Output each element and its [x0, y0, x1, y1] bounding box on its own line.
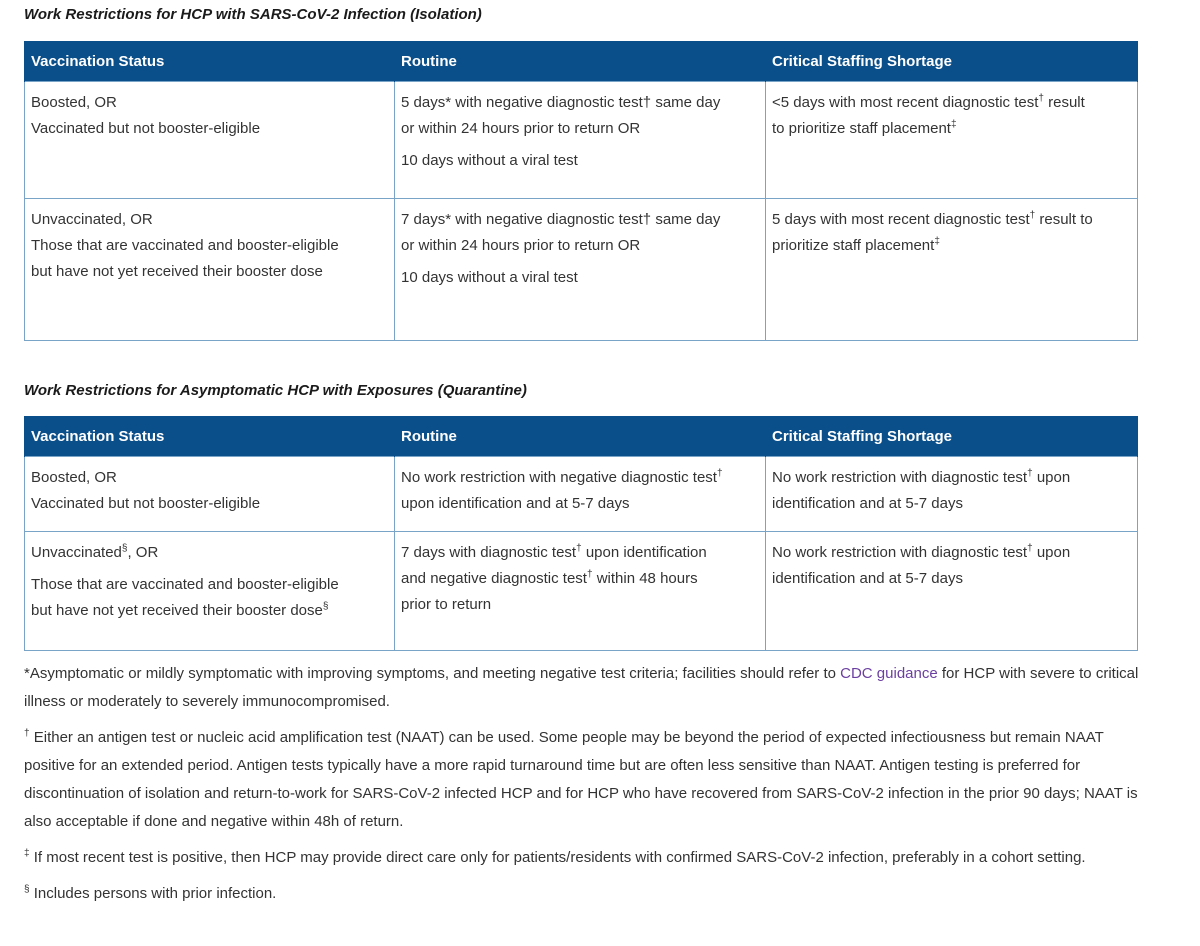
- vaccination-status-cell: [25, 532, 395, 651]
- footnote-text: for HCP with severe to critical illness or moderately to severely immunocompromised.: [24, 665, 1139, 710]
- routine-text: prior to return: [401, 596, 492, 613]
- vaccination-status-cell: [25, 457, 395, 532]
- dagger-mark: †: [24, 728, 30, 739]
- header-routine: Routine: [395, 416, 766, 457]
- critical-text: No work restriction with diagnostic test: [772, 544, 1028, 561]
- section-mark: §: [121, 543, 128, 554]
- critical-text: No work restriction with diagnostic test: [772, 469, 1028, 486]
- footnote-section: [24, 880, 1154, 908]
- footnote-dagger: [24, 724, 1154, 836]
- footnote-text: Includes persons with prior infection.: [29, 885, 277, 902]
- vaccination-status-cell: [25, 82, 395, 199]
- table-row: [25, 457, 1138, 532]
- status-line: but have not yet received their booster dose: [31, 263, 323, 280]
- routine-text: upon identification and at 5-7 days: [401, 495, 630, 512]
- footnote-double-dagger: [24, 844, 1154, 872]
- section-mark: §: [322, 601, 329, 612]
- critical-text: to prioritize staff placement: [772, 120, 951, 137]
- double-dagger-mark: ‡: [24, 848, 30, 859]
- critical-text: result: [1043, 94, 1085, 111]
- header-routine: Routine: [395, 41, 766, 82]
- footnote-text: Either an antigen test or nucleic acid amplification test (NAAT) can be used. Some people may be beyond the period of expected infectiousness but remain NAAT positive for an extended period. Antigen tests typically have a more rapid turnaround time but are often less sensitive than NAAT. Antigen testing is preferred for discontinuation of isolation and return-to-work for SARS-CoV-2 infected HCP and for HCP who have recovered from SARS-CoV-2 infection in the prior 90 days; NAAT is also acceptable if done and negative within 48h of return.: [24, 729, 1138, 830]
- header-critical-staffing: Critical Staffing Shortage: [766, 41, 1138, 82]
- routine-text: 10 days without a viral test: [401, 269, 578, 286]
- routine-cell: [395, 82, 766, 199]
- critical-staffing-cell: [766, 457, 1138, 532]
- status-line: Unvaccinated, OR: [31, 211, 153, 228]
- status-line: Vaccinated but not booster-eligible: [31, 495, 261, 512]
- routine-text: 10 days without a viral test: [401, 152, 578, 169]
- header-vaccination-status: Vaccination Status: [25, 41, 395, 82]
- dagger-mark: †: [716, 468, 723, 479]
- routine-text: or within 24 hours prior to return OR: [401, 237, 641, 254]
- table-row: [25, 199, 1138, 341]
- status-line: Those that are vaccinated and booster-eligible: [31, 576, 339, 593]
- critical-text: result to: [1035, 211, 1093, 228]
- routine-text: within 48 hours: [592, 570, 698, 587]
- isolation-table: [24, 41, 1138, 341]
- table-header-row: [25, 416, 1138, 457]
- routine-text: 7 days with diagnostic test: [401, 544, 577, 561]
- dagger-mark: †: [586, 569, 593, 580]
- section-mark: §: [24, 884, 30, 895]
- table-header-row: [25, 41, 1138, 82]
- footnote-text: *Asymptomatic or mildly symptomatic with improving symptoms, and meeting negative test criteria; facilities should refer to: [24, 665, 841, 682]
- table-row: [25, 532, 1138, 651]
- status-line: but have not yet received their booster dose: [31, 602, 323, 619]
- vaccination-status-cell: [25, 199, 395, 341]
- routine-text: upon identification: [581, 544, 707, 561]
- routine-text: No work restriction with negative diagnostic test: [401, 469, 717, 486]
- dagger-mark: †: [576, 543, 582, 554]
- table1-caption: Work Restrictions for HCP with SARS-CoV-2 Infection (Isolation): [24, 6, 482, 23]
- critical-text: 5 days with most recent diagnostic test: [772, 211, 1030, 228]
- table-row: [25, 82, 1138, 199]
- status-line: Those that are vaccinated and booster-eligible: [31, 237, 339, 254]
- routine-text: and negative diagnostic test: [401, 570, 587, 587]
- routine-cell: [395, 199, 766, 341]
- routine-text: or within 24 hours prior to return OR: [401, 120, 641, 137]
- dagger-mark: †: [1027, 468, 1033, 479]
- critical-text: <5 days with most recent diagnostic test: [772, 94, 1039, 111]
- critical-staffing-cell: [766, 199, 1138, 341]
- routine-text: 5 days* with negative diagnostic test† same day: [401, 94, 721, 111]
- routine-cell: [395, 532, 766, 651]
- table2-caption: Work Restrictions for Asymptomatic HCP with Exposures (Quarantine): [24, 382, 527, 399]
- status-line: Boosted, OR: [31, 94, 117, 111]
- critical-text: identification and at 5-7 days: [772, 495, 963, 512]
- cdc-guidance-link[interactable]: CDC guidance: [840, 665, 938, 682]
- double-dagger-mark: ‡: [934, 236, 940, 247]
- routine-text: 7 days* with negative diagnostic test† same day: [401, 211, 721, 228]
- critical-text: prioritize staff placement: [772, 237, 935, 254]
- critical-text: upon: [1032, 544, 1071, 561]
- header-vaccination-status: Vaccination Status: [25, 416, 395, 457]
- status-line: , OR: [127, 544, 159, 561]
- dagger-mark: †: [1027, 543, 1033, 554]
- double-dagger-mark: ‡: [950, 119, 957, 130]
- dagger-mark: †: [1038, 93, 1044, 104]
- routine-cell: [395, 457, 766, 532]
- status-line: Vaccinated but not booster-eligible: [31, 120, 261, 137]
- footnotes: [24, 660, 1154, 916]
- critical-text: upon: [1032, 469, 1071, 486]
- status-line: Boosted, OR: [31, 469, 117, 486]
- critical-staffing-cell: [766, 82, 1138, 199]
- quarantine-table: [24, 416, 1138, 651]
- footnote-text: If most recent test is positive, then HCP may provide direct care only for patients/residents with confirmed SARS-CoV-2 infection, preferably in a cohort setting.: [29, 849, 1086, 866]
- status-line: Unvaccinated: [31, 544, 122, 561]
- footnote-asterisk: [24, 660, 1154, 716]
- critical-text: identification and at 5-7 days: [772, 570, 963, 587]
- header-critical-staffing: Critical Staffing Shortage: [766, 416, 1138, 457]
- critical-staffing-cell: [766, 532, 1138, 651]
- dagger-mark: †: [1029, 210, 1036, 221]
